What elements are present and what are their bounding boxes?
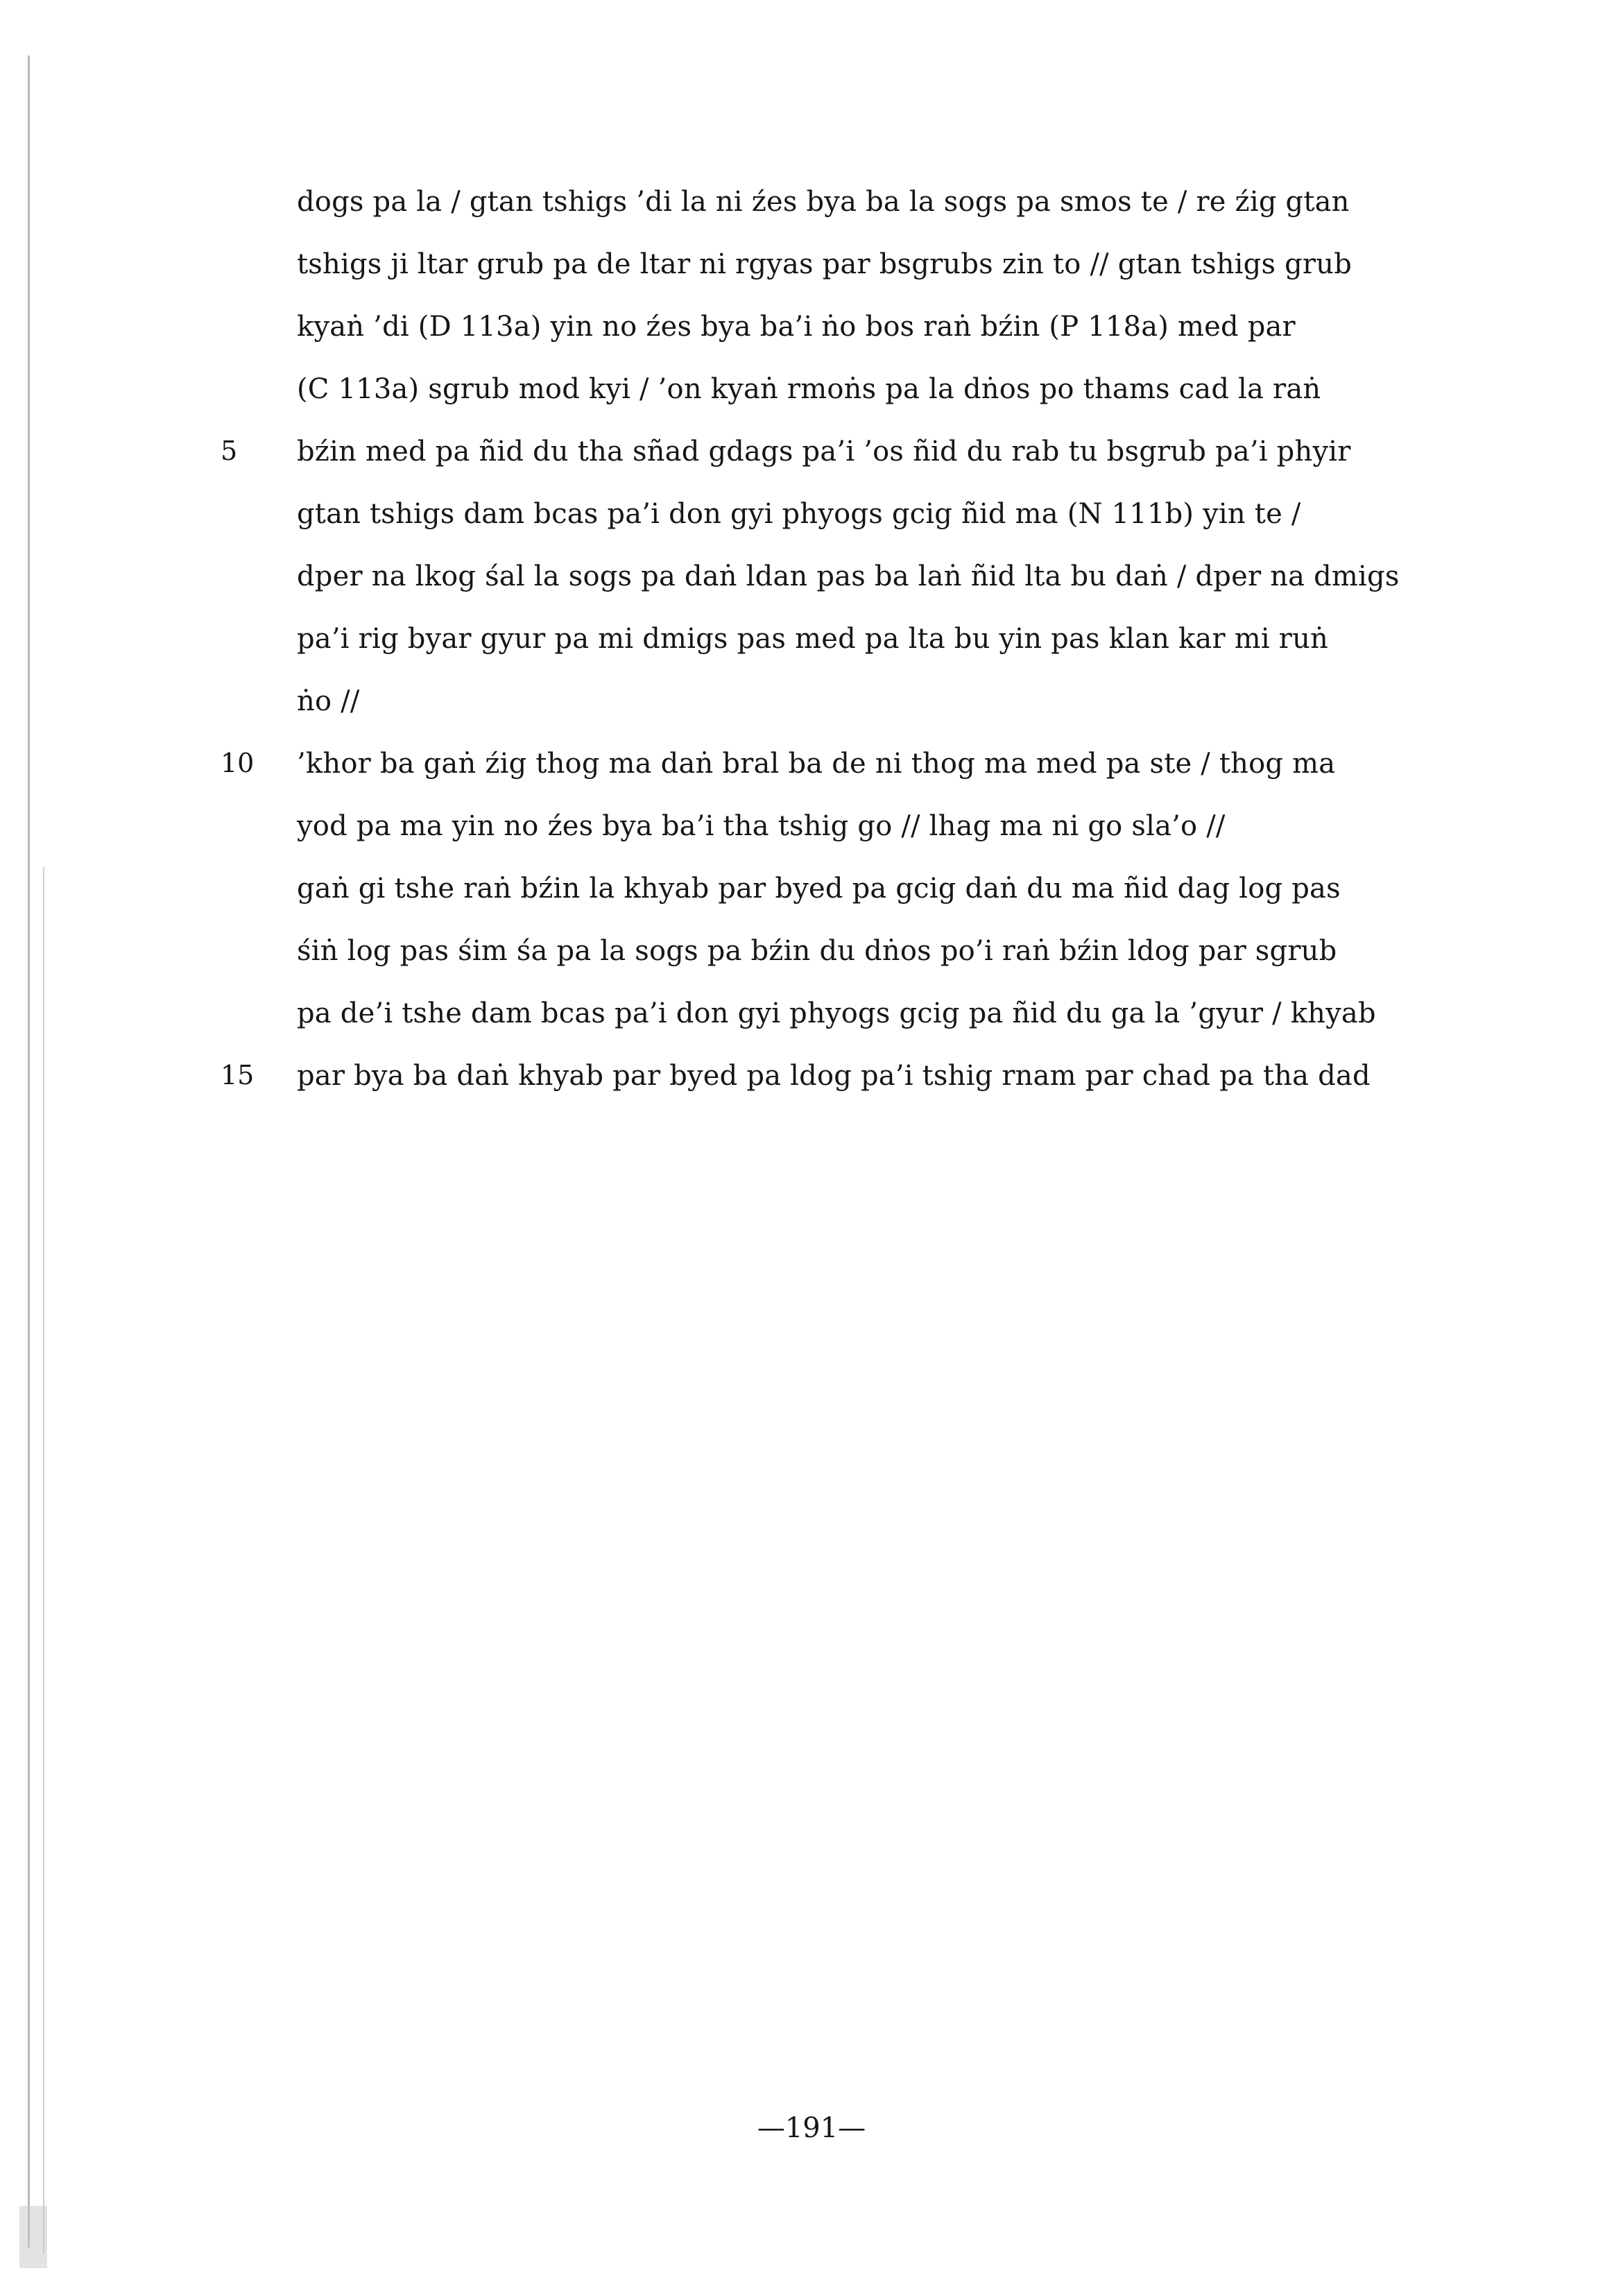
- text-line: kyaṅ ’di (D 113a) yin no źes bya ba’i ṅo bos raṅ bźin (P 118a) med par: [297, 311, 1296, 343]
- text-line: dper na lkog śal la sogs pa daṅ ldan pas ba laṅ ñid lta bu daṅ / dper na dmigs: [297, 560, 1400, 592]
- text-line: ’khor ba gaṅ źig thog ma daṅ bral ba de ni thog ma med pa ste / thog ma: [297, 748, 1336, 780]
- text-line: (C 113a) sgrub mod kyi / ’on kyaṅ rmoṅs pa la dṅos po thams cad la raṅ: [297, 373, 1321, 405]
- text-line: pa’i rig byar gyur pa mi dmigs pas med pa lta bu yin pas klan kar mi ruṅ: [297, 623, 1328, 655]
- text-line: gtan tshigs dam bcas pa’i don gyi phyogs gcig ñid ma (N 111b) yin te /: [297, 498, 1301, 530]
- line-number: 15: [221, 1060, 255, 1090]
- text-line: tshigs ji ltar grub pa de ltar ni rgyas par bsgrubs zin to // gtan tshigs grub: [297, 248, 1352, 280]
- text-line: par bya ba daṅ khyab par byed pa ldog pa’i tshig rnam par chad pa tha dad: [297, 1060, 1371, 1092]
- text-line: bźin med pa ñid du tha sñad gdags pa’i ’os ñid du rab tu bsgrub pa’i phyir: [297, 436, 1351, 468]
- page-number: —191—: [757, 2112, 866, 2144]
- text-line: śiṅ log pas śim śa pa la sogs pa bźin du dṅos po’i raṅ bźin ldog par sgrub: [297, 935, 1337, 967]
- line-number: 10: [221, 748, 255, 778]
- text-line: pa de’i tshe dam bcas pa’i don gyi phyogs gcig pa ñid du ga la ’gyur / khyab: [297, 997, 1376, 1029]
- text-line: gaṅ gi tshe raṅ bźin la khyab par byed pa gcig daṅ du ma ñid dag log pas: [297, 873, 1341, 905]
- text-line: dogs pa la / gtan tshigs ’di la ni źes bya ba la sogs pa smos te / re źig gtan: [297, 186, 1350, 218]
- text-line: yod pa ma yin no źes bya ba’i tha tshig go // lhag ma ni go sla’o //: [297, 810, 1226, 842]
- line-number: 5: [221, 436, 238, 466]
- scan-speck: [19, 2206, 47, 2268]
- text-line: ṅo //: [297, 685, 360, 717]
